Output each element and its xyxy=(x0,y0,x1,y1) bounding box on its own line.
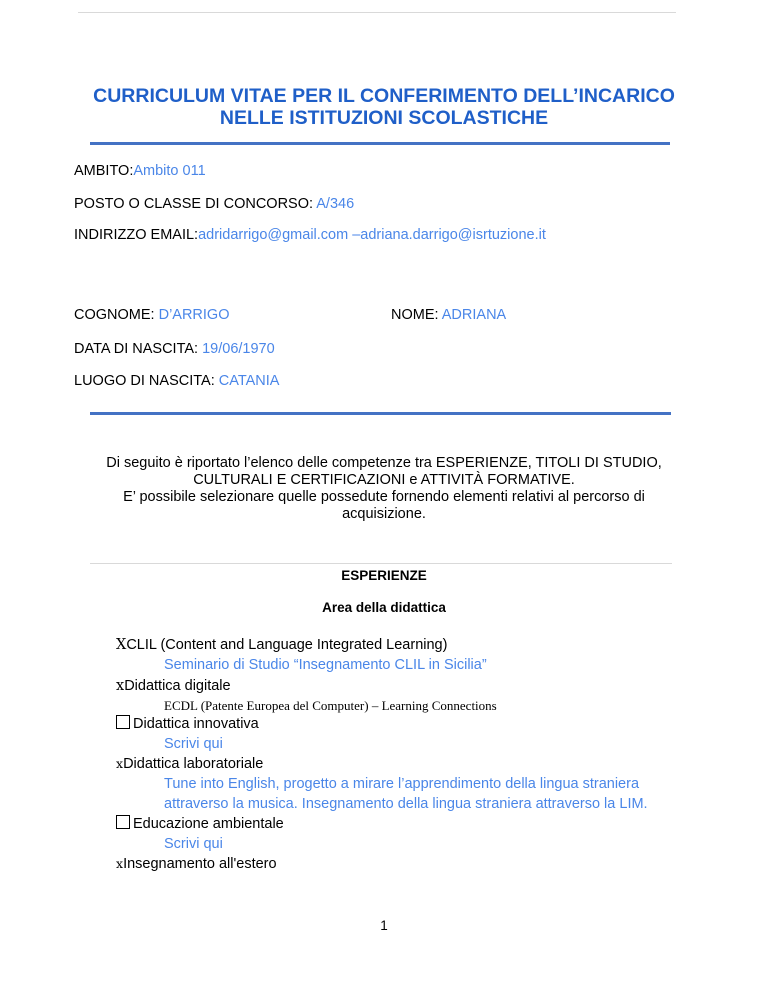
item-didattica-laboratoriale-desc-2: attraverso la musica. Insegnamento della lingua straniera attraverso la LIM. xyxy=(164,796,648,812)
check-mark[interactable]: x xyxy=(116,678,125,694)
posto-value: A/346 xyxy=(316,196,355,212)
cognome-value: D’ARRIGO xyxy=(158,307,230,323)
check-mark[interactable]: X xyxy=(116,637,127,653)
nome-field xyxy=(391,306,506,324)
intro-paragraph xyxy=(60,455,708,523)
item-label: Didattica laboratoriale xyxy=(123,756,264,772)
intro-line-2: CULTURALI E CERTIFICAZIONI e ATTIVITÀ FORMATIVE. xyxy=(193,472,575,488)
posto-label: POSTO O CLASSE DI CONCORSO: xyxy=(74,196,317,212)
item-didattica-laboratoriale xyxy=(116,755,263,773)
item-clil-desc: Seminario di Studio “Insegnamento CLIL in Sicilia” xyxy=(164,657,487,673)
email-value: adridarrigo@gmail.com –adriana.darrigo@isrtuzione.it xyxy=(198,227,546,243)
item-clil xyxy=(116,636,447,654)
item-label: Insegnamento all'estero xyxy=(123,856,277,872)
checkbox-icon[interactable] xyxy=(116,815,130,829)
item-didattica-innovativa-desc: Scrivi qui xyxy=(164,736,223,752)
item-label: CLIL (Content and Language Integrated Learning) xyxy=(126,637,448,653)
title-line-2: NELLE ISTITUZIONI SCOLASTICHE xyxy=(219,107,549,129)
intro-line-4: acquisizione. xyxy=(342,506,426,522)
item-label: Didattica innovativa xyxy=(133,716,259,732)
ambito-field xyxy=(74,162,206,180)
posto-field xyxy=(74,195,354,213)
nome-value: ADRIANA xyxy=(441,307,507,323)
luogo-field xyxy=(74,372,279,390)
title-line-1: CURRICULUM VITAE PER IL CONFERIMENTO DELL’INCARICO xyxy=(93,85,675,107)
cognome-field xyxy=(74,306,230,324)
email-label: INDIRIZZO EMAIL: xyxy=(74,227,199,243)
nascita-field xyxy=(74,340,275,358)
personal-info-rule xyxy=(90,412,671,415)
title-rule xyxy=(90,142,670,145)
item-educazione-ambientale-desc: Scrivi qui xyxy=(164,836,223,852)
item-didattica-innovativa xyxy=(116,715,259,733)
top-divider xyxy=(78,12,676,13)
item-educazione-ambientale xyxy=(116,815,284,833)
item-label: Didattica digitale xyxy=(124,678,231,694)
luogo-label: LUOGO DI NASCITA: xyxy=(74,373,219,389)
page-number: 1 xyxy=(380,918,388,933)
luogo-value: CATANIA xyxy=(218,373,280,389)
section-title-esperienze: ESPERIENZE xyxy=(341,568,427,583)
checkbox-icon[interactable] xyxy=(116,715,130,729)
area-title: Area della didattica xyxy=(322,600,446,615)
nascita-value: 19/06/1970 xyxy=(202,341,275,357)
item-label: Educazione ambientale xyxy=(133,816,284,832)
item-didattica-laboratoriale-desc-1: Tune into English, progetto a mirare l’apprendimento della lingua straniera xyxy=(164,776,640,792)
check-mark[interactable]: x xyxy=(116,856,124,871)
nascita-label: DATA DI NASCITA: xyxy=(74,341,203,357)
document-title xyxy=(60,85,708,129)
cognome-label: COGNOME: xyxy=(74,307,159,323)
ambito-label: AMBITO: xyxy=(74,163,134,179)
ambito-value: Ambito 011 xyxy=(133,163,206,179)
section-divider xyxy=(90,563,672,564)
nome-label: NOME: xyxy=(391,307,442,323)
email-field xyxy=(74,226,546,244)
intro-line-1: Di seguito è riportato l’elenco delle competenze tra ESPERIENZE, TITOLI DI STUDIO, xyxy=(106,455,662,471)
item-insegnamento-estero xyxy=(116,855,277,873)
check-mark[interactable]: x xyxy=(116,756,124,771)
intro-line-3: E’ possibile selezionare quelle possedute fornendo elementi relativi al percorso di xyxy=(123,489,645,505)
item-didattica-digitale xyxy=(116,677,231,695)
item-didattica-digitale-desc: ECDL (Patente Europea del Computer) – Learning Connections xyxy=(164,698,497,713)
